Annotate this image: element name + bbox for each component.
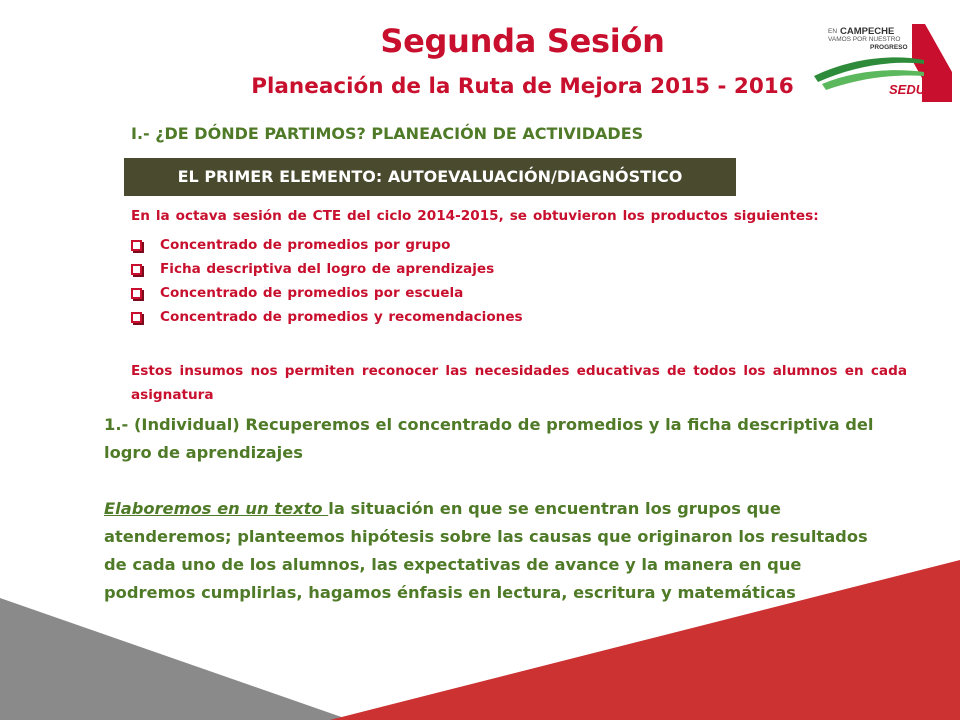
list-item [131,281,523,305]
logo-seduc-text: SEDUC [889,82,935,97]
checkbox-bullet-icon [131,288,142,299]
spacer [104,467,874,495]
products-list [131,233,523,329]
intro-text: En la octava sesión de CTE del ciclo 2014-2015, se obtuvieron los productos siguientes: [131,208,819,224]
page-subtitle: Planeación de la Ruta de Mejora 2015 - 2016 [251,74,794,99]
list-item-label: Concentrado de promedios y recomendaciones [160,309,523,325]
list-item [131,257,523,281]
list-item [131,305,523,329]
activity-instruction: 1.- (Individual) Recuperemos el concentrado de promedios y la ficha descriptiva del logro de aprendizajes [104,415,874,462]
activity-block [104,411,874,607]
logo-vamos-text: VAMOS POR NUESTRO [828,36,901,43]
section-heading: I.- ¿DE DÓNDE PARTIMOS? PLANEACIÓN DE ACTIVIDADES [131,124,644,143]
activity-task [104,495,874,607]
list-item-label: Ficha descriptiva del logro de aprendizajes [160,261,495,277]
checkbox-bullet-icon [131,264,142,275]
logo-progreso-text: PROGRESO [870,44,908,51]
list-item-label: Concentrado de promedios por grupo [160,237,451,253]
list-item [131,233,523,257]
logo-campeche-text: CAMPECHE [840,26,895,37]
element-banner: EL PRIMER ELEMENTO: AUTOEVALUACIÓN/DIAGNÓSTICO [124,158,736,196]
checkbox-bullet-icon [131,312,142,323]
activity-task-text: la situación en que se encuentran los grupos que atenderemos; planteemos hipótesis sobre las causas que originaron los resultados de cada uno de los alumnos, las expectativas de avance y la manera en que podremos cumplirlas, hagamos énfasis en lectura, escritura y matemáticas [104,499,868,602]
page-title: Segunda Sesión [380,22,665,60]
checkbox-bullet-icon [131,240,142,251]
activity-emphasis: Elaboremos en un texto [104,499,329,518]
list-item-label: Concentrado de promedios por escuela [160,285,464,301]
logo-en-text: EN [828,28,838,35]
insumos-text: Estos insumos nos permiten reconocer las necesidades educativas de todos los alumnos en cada asignatura [131,363,907,403]
gray-corner-wedge [0,598,350,720]
